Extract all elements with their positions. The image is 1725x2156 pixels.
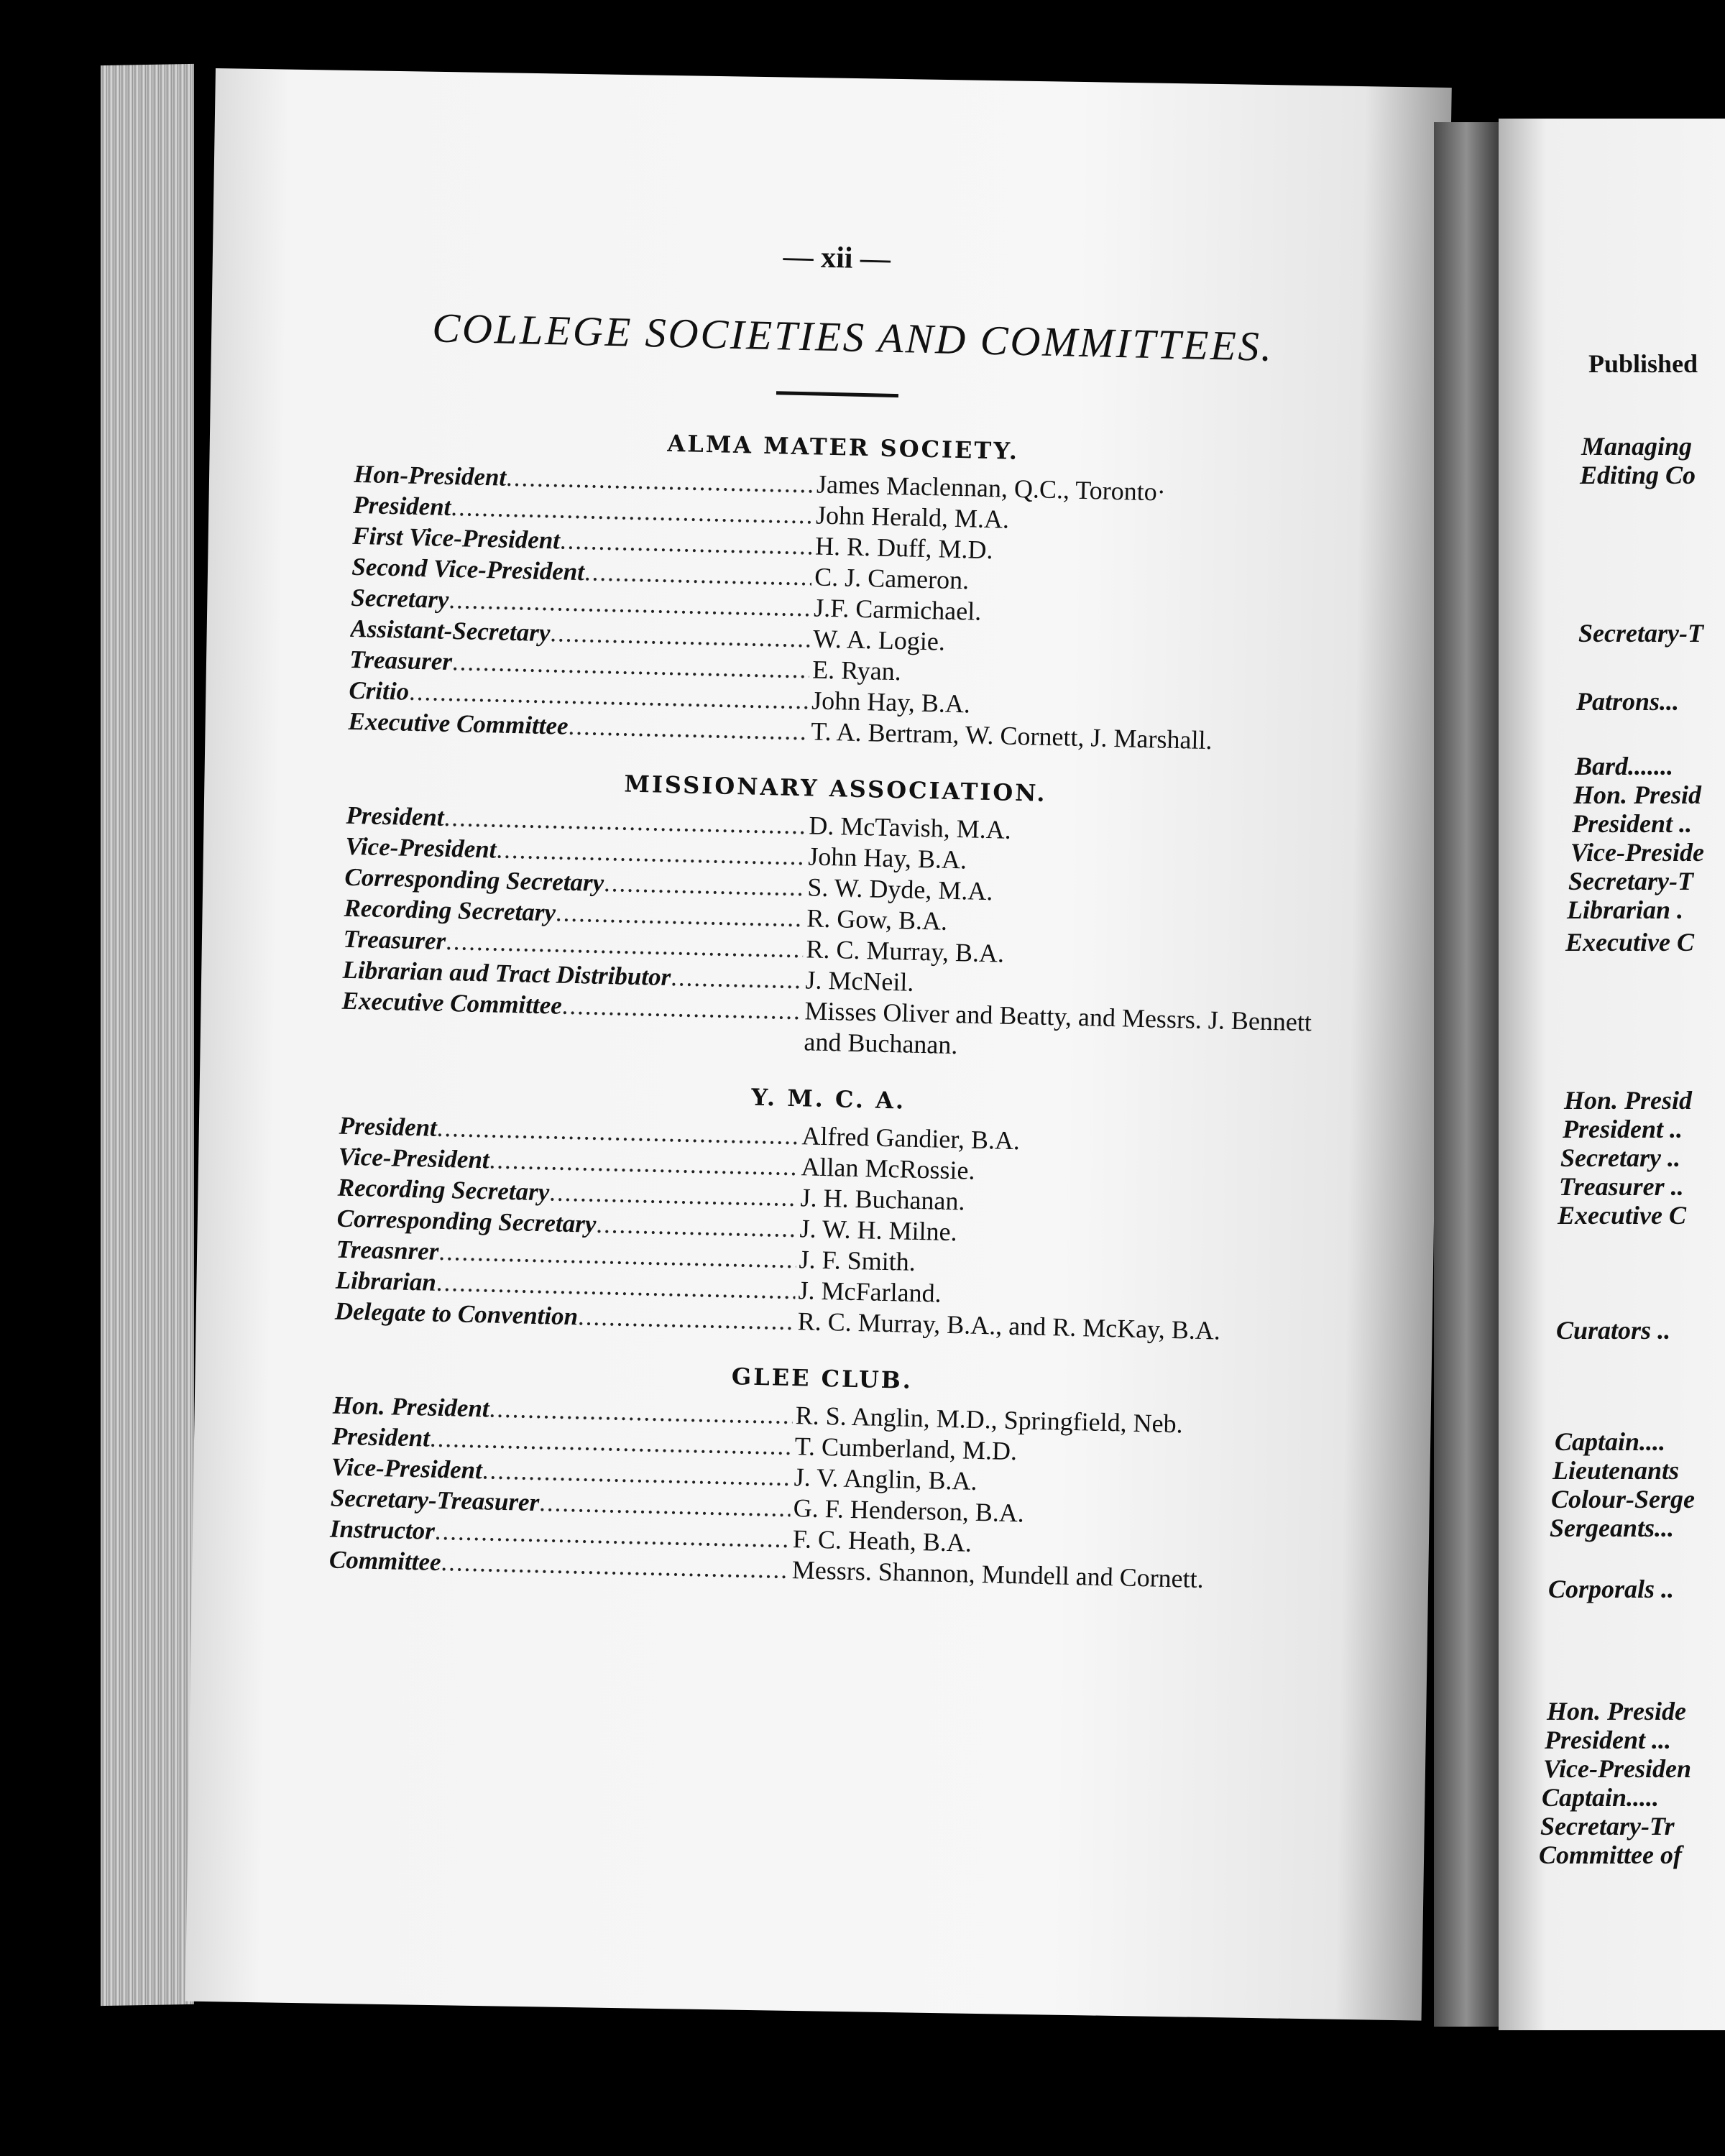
officer-name: R. C. Murray, B.A., and R. McKay, B.A. bbox=[797, 1307, 1221, 1345]
role-label: Corresponding Secretary bbox=[336, 1204, 597, 1238]
role-label: Secretary bbox=[350, 583, 449, 614]
officer-name: John Herald, M.A. bbox=[815, 500, 1010, 534]
role-label: President bbox=[331, 1422, 431, 1452]
officer-name: John Hay, B.A. bbox=[807, 842, 967, 875]
right-page-fragment: Hon. Preside bbox=[1547, 1697, 1686, 1726]
right-page-fragment: President ... bbox=[1545, 1726, 1671, 1754]
officer-role bbox=[341, 985, 802, 1057]
officer-name: Messrs. Shannon, Mundell and Cornett. bbox=[791, 1555, 1205, 1594]
role-label: Committee bbox=[328, 1545, 441, 1577]
right-page-fragment: Secretary-T bbox=[1578, 619, 1703, 648]
role-label: Corresponding Secretary bbox=[344, 862, 604, 897]
right-page-fragment: Editing Co bbox=[1580, 461, 1696, 489]
right-page-fragment: Bard....... bbox=[1575, 752, 1674, 780]
right-page-fragment: Librarian . bbox=[1567, 895, 1684, 924]
role-label: Recording Secretary bbox=[337, 1173, 550, 1207]
right-page-fragment: Hon. Presid bbox=[1573, 780, 1702, 809]
officer-name: T. A. Bertram, W. Cornett, J. Marshall. bbox=[810, 717, 1213, 755]
role-label: Recording Secretary bbox=[344, 893, 556, 927]
role-label: Vice-President bbox=[345, 831, 497, 864]
right-page-fragment: Hon. Presid bbox=[1564, 1086, 1693, 1115]
officer-name: T. Cumberland, M.D. bbox=[794, 1432, 1018, 1466]
leader-dots bbox=[568, 711, 809, 747]
right-page-fragment: Curators .. bbox=[1556, 1316, 1671, 1345]
role-label: Delegate to Convention bbox=[334, 1296, 579, 1331]
right-page-fragment: Managing bbox=[1581, 432, 1693, 461]
role-label: Treasurer bbox=[343, 924, 446, 955]
officer-name: John Hay, B.A. bbox=[811, 686, 971, 719]
section-heading: MISSIONARY ASSOCIATION. bbox=[624, 770, 1047, 807]
officer-name: R. S. Anglin, M.D., Springfield, Neb. bbox=[795, 1401, 1184, 1439]
right-page-fragment: Captain.... bbox=[1555, 1427, 1666, 1456]
role-label: Instructor bbox=[329, 1514, 436, 1545]
role-label: President bbox=[352, 490, 451, 521]
leader-dots bbox=[561, 990, 802, 1027]
right-page-fragment: Corporals .. bbox=[1548, 1575, 1675, 1603]
officer-name: J.F. Carmichael. bbox=[813, 593, 982, 626]
officer-name: R. Gow, B.A. bbox=[806, 903, 948, 936]
officer-name: E. Ryan. bbox=[811, 655, 902, 686]
book-fore-edge bbox=[101, 64, 194, 2006]
right-page-fragment: Patrons... bbox=[1576, 687, 1680, 716]
officer-name: J. V. Anglin, B.A. bbox=[794, 1462, 978, 1496]
right-page-fragment: Lieutenants bbox=[1552, 1456, 1680, 1485]
section-heading: GLEE CLUB. bbox=[731, 1363, 914, 1394]
officer-name: Alfred Gandier, B.A. bbox=[801, 1121, 1021, 1156]
sections-list bbox=[329, 423, 1361, 1598]
officer-name: Misses Oliver and Beatty, and Messrs. J. Bennett and Buchanan. bbox=[804, 996, 1312, 1060]
officer-name: F. C. Heath, B.A. bbox=[792, 1524, 972, 1557]
leader-dots bbox=[671, 962, 803, 995]
officer-name: H. R. Duff, M.D. bbox=[814, 531, 993, 565]
role-label: Critio bbox=[349, 676, 410, 706]
officer-name: C. J. Cameron. bbox=[814, 562, 970, 595]
officer-name: J. H. Buchanan. bbox=[800, 1183, 965, 1216]
officer-name: J. W. H. Milne. bbox=[799, 1214, 958, 1247]
right-page-fragment: Captain..... bbox=[1542, 1783, 1660, 1812]
right-page-fragment: Secretary-T bbox=[1568, 867, 1693, 895]
role-label: Vice-President bbox=[331, 1452, 483, 1485]
section-heading: Y. M. C. A. bbox=[750, 1083, 906, 1115]
section-heading: ALMA MATER SOCIETY. bbox=[667, 429, 1020, 465]
role-label: Executive Committee bbox=[341, 986, 563, 1020]
right-page-fragment: Colour-Serge bbox=[1551, 1485, 1696, 1514]
title-rule bbox=[776, 391, 898, 397]
officer-name: W. A. Logie. bbox=[812, 624, 946, 656]
officer-name: J. F. Smith. bbox=[799, 1245, 916, 1276]
right-page-fragment: Committee of bbox=[1539, 1841, 1682, 1869]
officer-name: D. McTavish, M.A. bbox=[808, 811, 1012, 844]
officer-name: J. McFarland. bbox=[798, 1276, 942, 1308]
role-label: Second Vice-President bbox=[351, 552, 585, 586]
right-page-fragment: President .. bbox=[1563, 1115, 1683, 1143]
book-gutter bbox=[1434, 122, 1499, 2027]
right-page-fragment: President .. bbox=[1572, 809, 1692, 838]
leader-dots bbox=[596, 1209, 797, 1244]
right-page-fragment: Vice-Preside bbox=[1570, 838, 1704, 867]
role-label: Librarian bbox=[335, 1266, 437, 1296]
left-page-content bbox=[329, 230, 1366, 1598]
role-label: Vice-President bbox=[338, 1142, 490, 1174]
role-label: Hon-President bbox=[353, 459, 507, 492]
page-title: COLLEGE SOCIETIES AND COMMITTEES. bbox=[431, 304, 1274, 370]
right-page-fragment: Treasurer .. bbox=[1559, 1172, 1684, 1201]
leader-dots bbox=[584, 556, 812, 592]
role-label: Treasurer bbox=[349, 645, 453, 676]
right-page-fragment: Executive C bbox=[1565, 928, 1694, 957]
role-label: President bbox=[339, 1111, 438, 1142]
officer-name: Allan McRossie. bbox=[801, 1152, 975, 1185]
right-page-fragment: Executive C bbox=[1558, 1201, 1686, 1230]
role-label: Librarian aud Tract Distributor bbox=[342, 955, 671, 992]
officer-name: James Maclennan, Q.C., Toronto· bbox=[816, 469, 1167, 507]
leader-dots bbox=[578, 1301, 796, 1337]
officer-name: J. McNeil. bbox=[805, 965, 914, 997]
role-label: Executive Committee bbox=[348, 706, 569, 740]
page-number: — xii — bbox=[783, 240, 891, 276]
role-label: Secretary-Treasurer bbox=[330, 1483, 540, 1517]
right-page-fragment: Secretary-Tr bbox=[1540, 1812, 1675, 1841]
officer-name: S. W. Dyde, M.A. bbox=[806, 872, 993, 906]
right-page-fragment: Vice-Presiden bbox=[1543, 1754, 1691, 1783]
role-label: Assistant-Secretary bbox=[349, 614, 551, 648]
leader-dots bbox=[604, 867, 805, 903]
right-page-fragment: Sergeants... bbox=[1550, 1514, 1675, 1542]
role-label: First Vice-President bbox=[351, 521, 561, 555]
role-label: Treasnrer bbox=[336, 1235, 439, 1266]
officer-name: G. F. Henderson, B.A. bbox=[793, 1493, 1025, 1528]
role-label: President bbox=[346, 801, 445, 831]
right-page-fragment: Secretary .. bbox=[1560, 1143, 1680, 1172]
role-label: Hon. President bbox=[332, 1391, 490, 1423]
officer-name: R. C. Murray, B.A. bbox=[806, 934, 1005, 968]
right-page-heading: Published bbox=[1588, 349, 1698, 378]
